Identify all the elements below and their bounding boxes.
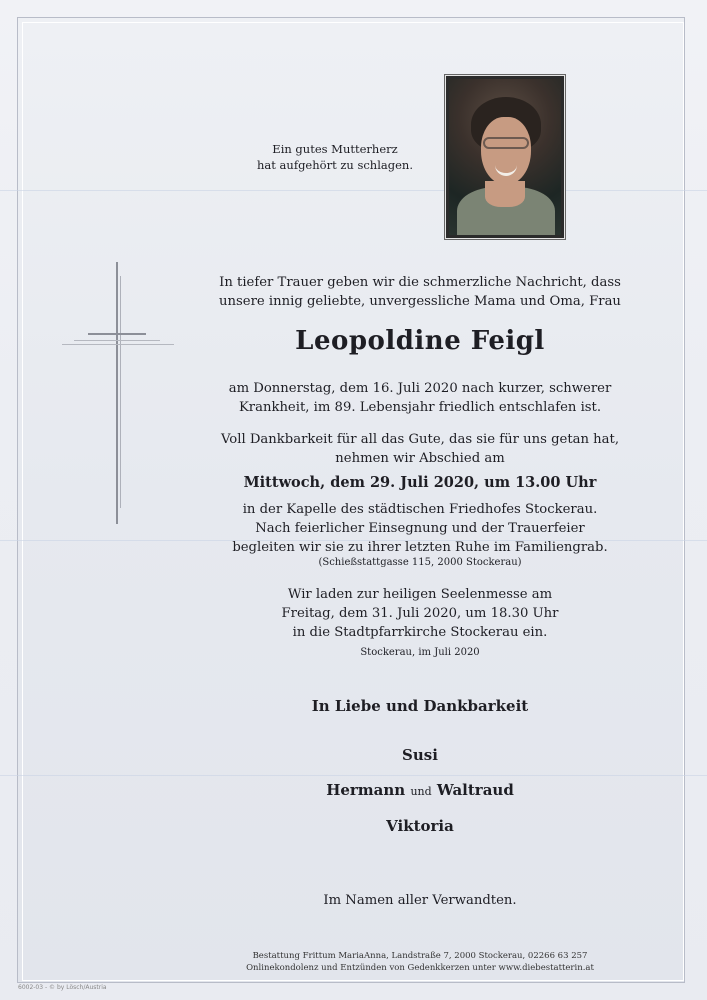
mass-line: Freitag, dem 31. Juli 2020, um 18.30 Uhr (281, 606, 559, 621)
scan-artifact-line (0, 775, 707, 776)
footer-line: Bestattung Frittum MariaAnna, Landstraße 7, 2000 Stockerau, 02266 63 257 (252, 951, 588, 961)
memorial-quote (235, 141, 435, 173)
grave-address: (Schießstattgasse 115, 2000 Stockerau) (318, 557, 522, 568)
cross-icon-shadow (120, 276, 121, 508)
memorial-mass (180, 585, 660, 642)
funeral-details (180, 500, 660, 557)
scan-artifact-line (0, 190, 707, 191)
farewell-intro (180, 430, 660, 468)
relatives-note: Im Namen aller Verwandten. (323, 893, 517, 908)
death-line: Krankheit, im 89. Lebensjahr friedlich entschlafen ist. (238, 400, 602, 415)
mourner-name: Hermann (326, 781, 406, 799)
portrait-image (449, 79, 561, 235)
quote-line: hat aufgehört zu schlagen. (257, 158, 413, 172)
place-date: Stockerau, im Juli 2020 (360, 647, 480, 658)
deceased-name: Leopoldine Feigl (295, 326, 545, 356)
mourner-name: Susi (402, 746, 438, 764)
funeral-line: begleiten wir sie zu ihrer letzten Ruhe im Familiengrab. (232, 540, 608, 555)
cross-icon (116, 262, 118, 524)
mass-line: Wir laden zur heiligen Seelenmesse am (287, 587, 553, 602)
mass-line: in die Stadtpfarrkirche Stockerau ein. (292, 625, 548, 640)
mourner-name: Viktoria (386, 817, 454, 835)
farewell-line: Voll Dankbarkeit für all das Gute, das sie für uns getan hat, (220, 432, 620, 447)
intro-line: unsere innig geliebte, unvergessliche Mama und Oma, Frau (219, 294, 621, 309)
cross-icon-line (62, 344, 174, 345)
death-line: am Donnerstag, dem 16. Juli 2020 nach kurzer, schwerer (228, 381, 612, 396)
farewell-line: nehmen wir Abschied am (335, 451, 505, 466)
death-notice (180, 379, 660, 417)
cross-icon-line (74, 340, 160, 341)
portrait-photo (445, 75, 565, 239)
footer-line: Onlinekondolenz und Entzünden von Gedenkkerzen unter www.diebestatterin.at (246, 963, 594, 973)
funeral-datetime: Mittwoch, dem 29. Juli 2020, um 13.00 Uhr (243, 474, 597, 491)
funeral-line: Nach feierlicher Einsegnung und der Trauerfeier (255, 521, 585, 536)
quote-line: Ein gutes Mutterherz (272, 142, 398, 156)
mourner-name: Waltraud (436, 781, 514, 799)
funeral-home-footer (180, 950, 660, 974)
mourner-connector: und (410, 785, 432, 798)
cross-icon-bar (88, 333, 146, 335)
intro-line: In tiefer Trauer geben wir die schmerzliche Nachricht, dass (219, 275, 621, 290)
print-code: 6002-03 - © by Lösch/Austria (18, 984, 107, 991)
closing-phrase: In Liebe und Dankbarkeit (311, 697, 529, 715)
mourner-couple (180, 781, 660, 799)
funeral-line: in der Kapelle des städtischen Friedhofes Stockerau. (242, 502, 598, 517)
intro-text (180, 273, 660, 311)
